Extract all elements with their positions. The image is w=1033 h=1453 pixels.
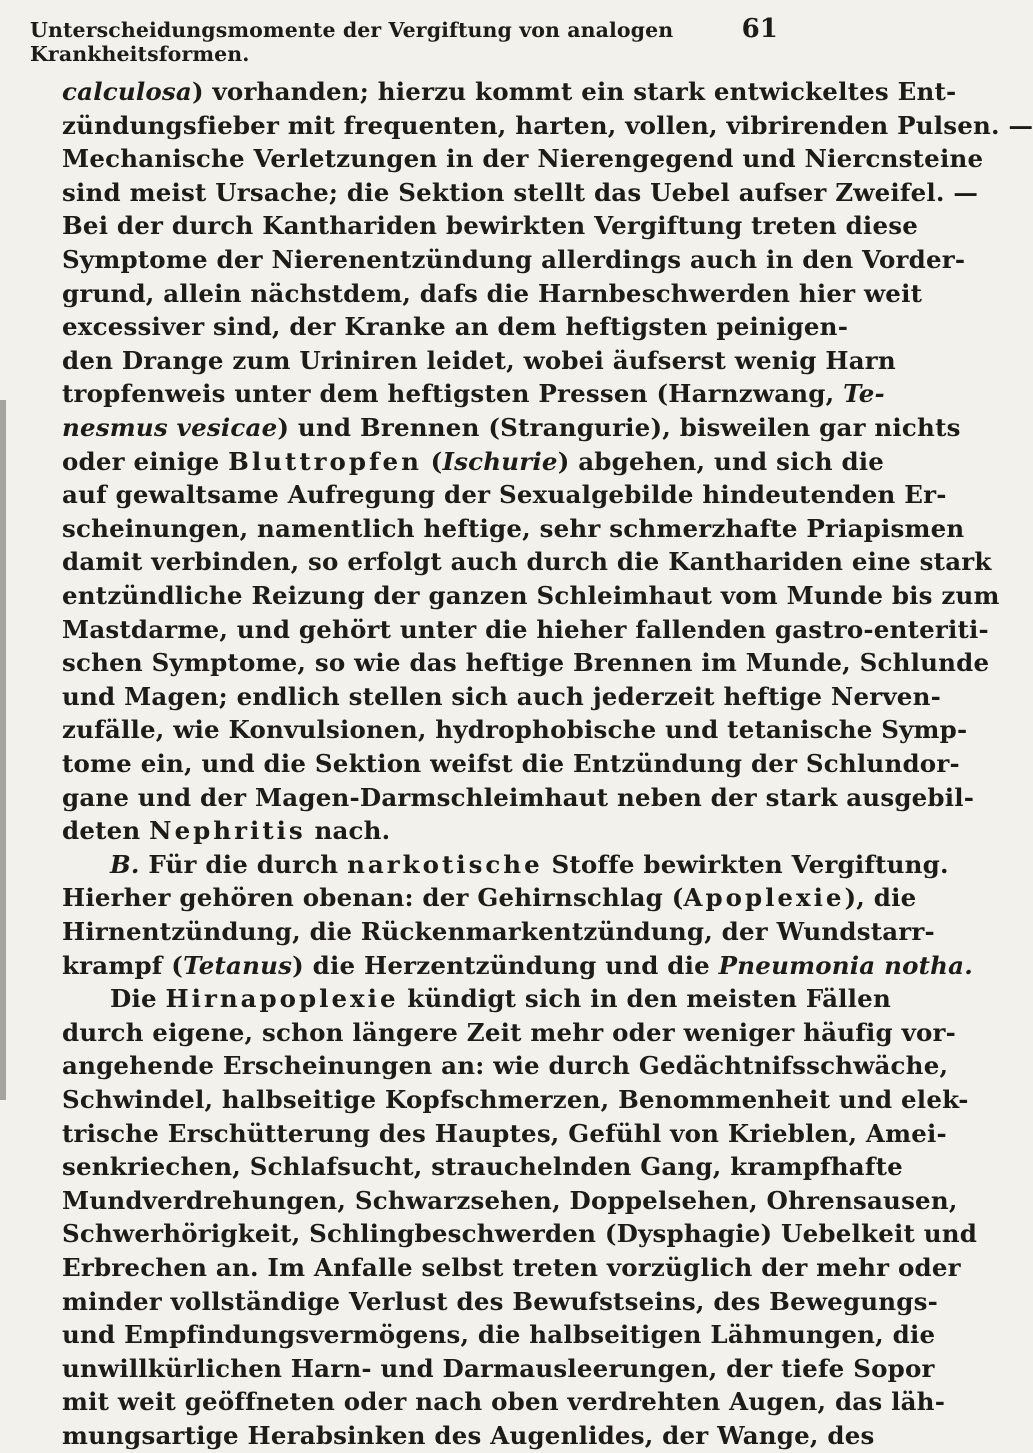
text-line xyxy=(62,1150,903,1184)
text-run: krampf ( xyxy=(62,950,184,980)
text-run: Erbrechen an. Im Anfalle selbst treten vorzüglich der mehr oder xyxy=(62,1253,961,1282)
text-line xyxy=(62,1318,936,1352)
text-run: trische Erschütterung des Hauptes, Gefühl von Krieblen, Amei- xyxy=(62,1118,947,1148)
italic-run: Tetanus xyxy=(183,950,293,980)
text-run: zündungsfieber mit frequenten, harten, vollen, vibrirenden Pulsen. — xyxy=(62,110,1033,140)
text-run: Für die durch xyxy=(139,849,348,879)
text-line xyxy=(62,1419,875,1453)
text-line xyxy=(62,1117,947,1151)
text-line xyxy=(62,579,1000,613)
text-line xyxy=(62,1217,978,1251)
text-line xyxy=(62,613,989,647)
text-run: ) und Brennen (Strangurie), bisweilen gar nichts xyxy=(277,413,961,442)
text-line xyxy=(62,109,1033,143)
text-line xyxy=(62,781,975,815)
text-run: den Drange zum Uriniren leidet, wobei äufserst wenig Harn xyxy=(62,345,896,375)
running-header xyxy=(30,14,778,66)
spaced-run: Nephritis xyxy=(149,816,306,846)
text-run: nach. xyxy=(305,816,391,846)
page-number: 61 xyxy=(741,14,778,44)
text-run: minder vollständige Verlust des Bewufstseins, des Bewegungs- xyxy=(62,1286,938,1316)
text-line xyxy=(62,747,960,781)
text-run: unwillkürlichen Harn- und Darmausleerungen, der tiefe Sopor xyxy=(62,1353,935,1383)
text-line xyxy=(110,982,891,1016)
text-run: excessiver sind, der Kranke an dem heftigsten peinigen- xyxy=(62,312,849,342)
text-run: mit weit geöffneten oder nach oben verdrehten Augen, das läh- xyxy=(62,1387,946,1417)
text-run: ) vorhanden; hierzu kommt ein stark entwickeltes Ent- xyxy=(191,77,957,106)
text-run: Stoffe bewirkten Vergiftung. xyxy=(542,849,949,879)
text-line xyxy=(62,713,968,747)
spaced-run: Bluttropfen xyxy=(228,446,422,476)
text-run: sind meist Ursache; die Sektion stellt das Uebel aufser Zweifel. — xyxy=(62,177,979,207)
text-run: Schwerhörigkeit, Schlingbeschwerden (Dysphagie) Uebelkeit und xyxy=(62,1219,978,1249)
text-line xyxy=(62,915,935,949)
text-run: ( xyxy=(421,446,443,476)
text-line xyxy=(62,646,990,680)
text-run: Schwindel, halbseitige Kopfschmerzen, Benommenheit und elek- xyxy=(62,1085,969,1114)
text-line xyxy=(62,1251,961,1285)
text-run: und Magen; endlich stellen sich auch jederzeit heftige Nerven- xyxy=(62,681,941,711)
text-line xyxy=(62,545,992,579)
text-run: tropfenweis unter dem heftigsten Pressen (Harnzwang, xyxy=(62,379,844,409)
text-run: Mundverdrehungen, Schwarzsehen, Doppelsehen, Ohrensausen, xyxy=(62,1185,958,1215)
text-line xyxy=(62,1049,949,1083)
text-run: Mastdarme, und gehört unter die hieher fallenden gastro-enteriti- xyxy=(62,614,989,644)
text-line xyxy=(62,1385,946,1419)
text-run: tome ein, und die Sektion weifst die Entzündung der Schlundor- xyxy=(62,749,960,778)
text-line xyxy=(62,445,885,479)
text-line xyxy=(62,377,885,411)
text-run: Die xyxy=(110,984,166,1014)
italic-run: Te- xyxy=(843,379,885,409)
text-run: ) abgehen, und sich die xyxy=(557,446,885,476)
text-line xyxy=(62,209,919,243)
text-line xyxy=(62,512,965,546)
text-line xyxy=(62,75,957,109)
text-line xyxy=(62,310,849,344)
text-run: Mechanische Verletzungen in der Nierengegend und Niercnsteine xyxy=(62,144,984,174)
spaced-run: Apoplexie xyxy=(683,883,845,913)
text-line xyxy=(62,1184,958,1218)
text-run: deten xyxy=(62,816,150,846)
text-line xyxy=(62,142,984,176)
text-line xyxy=(62,478,947,512)
text-run: entzündliche Reizung der ganzen Schleimhaut vom Munde bis zum xyxy=(62,581,1000,610)
text-run: oder einige xyxy=(62,446,229,476)
text-run: scheinungen, namentlich heftige, sehr schmerzhafte Priapismen xyxy=(62,513,965,543)
text-run: mungsartige Herabsinken des Augenlides, der Wange, des xyxy=(62,1421,875,1450)
text-run: gane und der Magen-Darmschleimhaut neben der stark ausgebil- xyxy=(62,782,975,812)
text-run: durch eigene, schon längere Zeit mehr oder weniger häufig vor- xyxy=(62,1017,957,1047)
text-run: grund, allein nächstdem, dafs die Harnbeschwerden hier weit xyxy=(62,278,923,308)
text-run: ), die xyxy=(844,883,917,913)
binding-edge-shadow xyxy=(0,400,6,1100)
text-run: Symptome der Nierenentzündung allerdings auch in den Vorder- xyxy=(62,245,966,274)
text-line xyxy=(62,1285,938,1319)
text-line xyxy=(62,814,762,848)
text-run: und Empfindungsvermögens, die halbseitigen Lähmungen, die xyxy=(62,1320,936,1350)
italic-run: B. xyxy=(110,849,140,879)
text-run: schen Symptome, so wie das heftige Brennen im Munde, Schlunde xyxy=(62,648,990,678)
running-title: Unterscheidungsmomente der Vergiftung von analogen Krankheitsformen. xyxy=(30,18,674,66)
text-line xyxy=(62,277,923,311)
text-line xyxy=(62,243,966,277)
text-run: Hierher gehören obenan: der Gehirnschlag ( xyxy=(62,883,684,913)
text-run: Hirnentzündung, die Rückenmarkentzündung, der Wundstarr- xyxy=(62,917,935,946)
text-run: zufälle, wie Konvulsionen, hydrophobische und tetanische Symp- xyxy=(62,715,968,745)
italic-run: nesmus vesicae xyxy=(62,413,278,442)
text-line xyxy=(62,1352,935,1386)
text-line xyxy=(62,411,961,445)
text-run: senkriechen, Schlafsucht, strauchelnden Gang, krampfhafte xyxy=(62,1152,903,1182)
text-line xyxy=(62,176,979,210)
text-run: Bei der durch Kanthariden bewirkten Vergiftung treten diese xyxy=(62,211,919,241)
text-line xyxy=(62,949,973,983)
text-line xyxy=(62,344,896,378)
text-line xyxy=(62,1016,957,1050)
spaced-run: Hirnapoplexie xyxy=(165,984,399,1014)
text-line xyxy=(62,881,917,915)
text-line xyxy=(110,848,949,882)
text-run: ) die Herzentzündung und die xyxy=(292,950,719,980)
text-line xyxy=(62,1083,969,1117)
text-run: kündigt sich in den meisten Fällen xyxy=(398,984,891,1014)
italic-run: Pneumonia notha. xyxy=(718,950,973,980)
spaced-run: narkotische xyxy=(347,849,543,879)
text-line xyxy=(62,680,941,714)
text-run: angehende Erscheinungen an: wie durch Gedächtnifsschwäche, xyxy=(62,1051,949,1081)
text-run: damit verbinden, so erfolgt auch durch die Kanthariden eine stark xyxy=(62,547,992,577)
italic-run: calculosa xyxy=(62,77,192,106)
italic-run: Ischurie xyxy=(442,446,558,476)
text-run: auf gewaltsame Aufregung der Sexualgebilde hindeutenden Er- xyxy=(62,480,947,510)
